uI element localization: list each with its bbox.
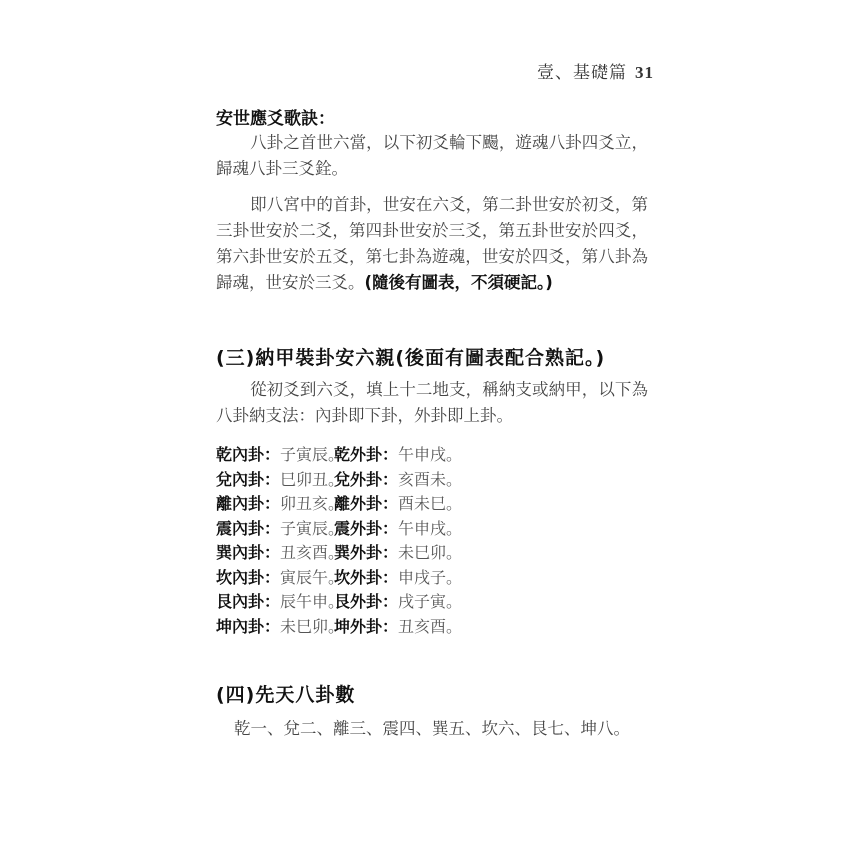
colon: ： [382,592,399,611]
outer-trigram-label: 巽外卦 [334,543,383,562]
outer-column [334,468,462,492]
outer-trigram-value: 未巳卯。 [398,543,463,562]
outer-trigram-value: 午申戌。 [398,445,463,464]
outer-trigram-value: 戌子寅。 [398,592,463,611]
colon: ： [382,543,399,562]
outer-trigram-label: 震外卦 [334,518,383,538]
outer-column [334,590,462,614]
inner-trigram-label: 坤內卦 [216,616,265,636]
najia-row [216,566,463,590]
outer-column [334,541,462,565]
colon: ： [382,445,399,464]
outer-trigram-label: 離外卦 [334,494,383,513]
inner-trigram-value: 辰午申。 [280,592,345,611]
outer-trigram-label: 坤外卦 [334,616,383,636]
running-header [537,58,654,83]
outer-trigram-label: 兌外卦 [334,469,383,489]
section-3-heading: (三)納甲裝卦安六親(後面有圖表配合熟記。) [216,347,606,369]
colon: ： [382,567,399,587]
outer-trigram-label: 乾外卦 [334,445,383,464]
section-4-body-text: 乾一、兌二、離三、震四、巽五、坎六、艮七、坤八。 [234,719,630,738]
inner-trigram-label: 兌內卦 [216,469,265,489]
anshi-explanation [216,192,648,296]
outer-trigram-value: 酉未巳。 [398,494,463,513]
inner-trigram-label: 巽內卦 [216,543,265,562]
outer-trigram-value: 亥酉未。 [398,469,463,489]
najia-row [216,615,463,639]
outer-trigram-value: 丑亥酉。 [398,616,463,636]
najia-row [216,492,463,516]
najia-row [216,590,463,614]
section-4-heading: (四)先天八卦數 [216,684,356,706]
colon: ： [264,445,281,464]
inner-trigram-value: 丑亥酉。 [280,543,345,562]
inner-trigram-label: 離內卦 [216,494,265,513]
anshi-explanation-text: 即八宮中的首卦，世安在六爻，第二卦世安於初爻，第三卦世安於二爻，第四卦世安於三爻，第五卦世安於四爻，第六卦世安於五爻，第七卦為遊魂，世安於四爻，第八卦為歸魂，世安於三爻。 [216,195,648,292]
colon: ： [382,518,399,538]
outer-column [334,615,462,639]
najia-row [216,468,463,492]
colon: ： [264,567,281,587]
colon: ： [264,616,281,636]
inner-trigram-label: 坎內卦 [216,567,265,587]
colon: ： [264,592,281,611]
anshi-heading: 安世應爻歌訣： [216,109,335,129]
najia-row [216,541,463,565]
colon: ： [264,494,281,513]
outer-trigram-value: 申戌子。 [398,567,463,587]
colon: ： [382,469,399,489]
section-4-body [216,716,648,742]
outer-column [334,517,462,541]
outer-trigram-label: 艮外卦 [334,592,383,611]
najia-row [216,517,463,541]
outer-column [334,566,462,590]
inner-trigram-value: 子寅辰。 [280,518,345,538]
colon: ： [264,543,281,562]
section-3-intro-text: 從初爻到六爻，填上十二地支，稱納支或納甲，以下為八卦納支法：內卦即下卦，外卦即上卦。 [216,380,648,425]
chapter-title: 壹、基礎篇 [537,63,627,83]
inner-trigram-value: 卯丑亥。 [280,494,345,513]
inner-trigram-label: 乾內卦 [216,445,265,464]
anshi-verse [216,130,648,182]
colon: ： [382,494,399,513]
inner-trigram-value: 寅辰午。 [280,567,345,587]
page-number: 31 [635,63,654,82]
najia-row [216,443,463,467]
inner-trigram-label: 震內卦 [216,518,265,538]
inner-trigram-value: 子寅辰。 [280,445,345,464]
inner-trigram-value: 未巳卯。 [280,616,345,636]
section-3-intro [216,377,648,429]
colon: ： [382,616,399,636]
inner-trigram-value: 巳卯丑。 [280,469,345,489]
anshi-note: (隨後有圖表，不須硬記。) [364,273,553,292]
inner-trigram-label: 艮內卦 [216,592,265,611]
outer-column [334,443,462,467]
colon: ： [264,518,281,538]
colon: ： [264,469,281,489]
outer-trigram-label: 坎外卦 [334,567,383,587]
outer-column [334,492,462,516]
outer-trigram-value: 午申戌。 [398,518,463,538]
anshi-verse-text: 八卦之首世六當，以下初爻輪下颺，遊魂八卦四爻立，歸魂八卦三爻銓。 [216,133,648,178]
